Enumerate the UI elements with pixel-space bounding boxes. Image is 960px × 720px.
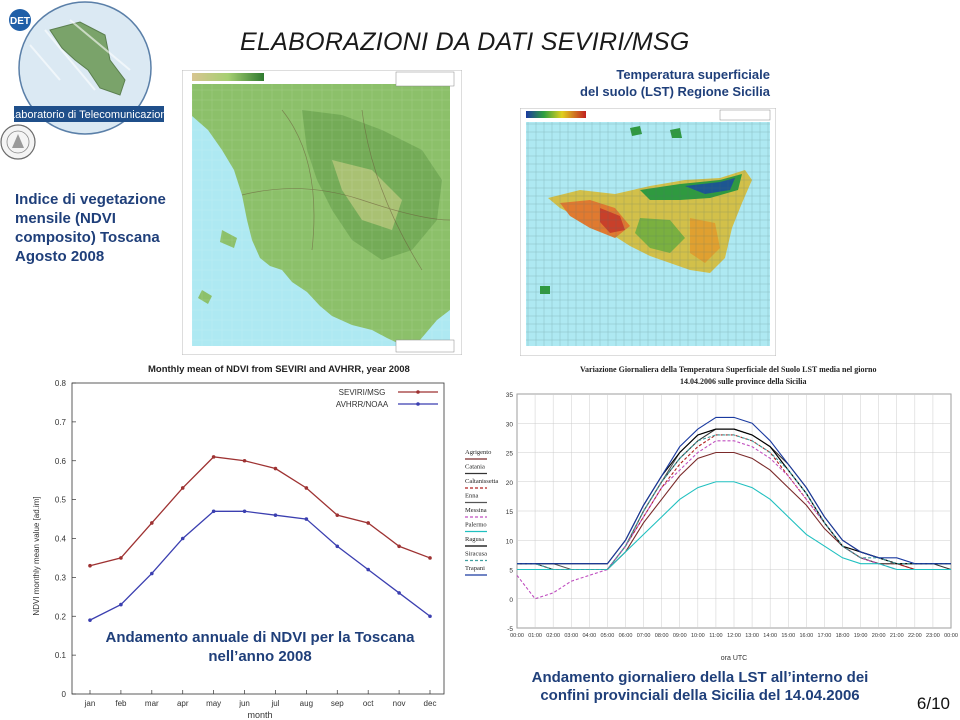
lst-xtick-label: 13:00 (745, 633, 759, 639)
page-number: 6/10 (916, 694, 950, 713)
ndvi-xtick-label: apr (176, 699, 189, 708)
ndvi-data-point (274, 467, 278, 471)
daily-caption-line-1: Andamento giornaliero della LST all’interno dei (531, 669, 869, 686)
annual-caption-line-2: nell’anno 2008 (208, 648, 312, 665)
ndvi-data-point (243, 459, 247, 463)
lst-ytick-label: 10 (505, 538, 513, 546)
lst-xtick-label: 11:00 (709, 633, 723, 639)
lst-legend-label: Palermo (465, 521, 487, 529)
lst-xtick-label: 22:00 (907, 633, 922, 639)
ndvi-ytick-label: 0.2 (54, 612, 66, 622)
lst-xtick-label: 18:00 (835, 633, 850, 639)
university-seal (1, 125, 35, 159)
ndvi-data-point (305, 517, 309, 521)
ndvi-data-point (181, 486, 185, 490)
lst-ytick-label: 15 (505, 509, 513, 516)
lst-daily-chart (455, 362, 960, 662)
logo-det-text: DET (10, 16, 30, 27)
lst-xtick-label: 20:00 (871, 633, 886, 639)
lst-xtick-label: 01:00 (528, 633, 542, 639)
ndvi-data-point (181, 537, 185, 541)
lst-xtick-label: 14:00 (763, 633, 778, 639)
ndvi-toscana-map (182, 70, 462, 355)
ndvi-xtick-label: oct (362, 699, 374, 708)
lst-xtick-label: 09:00 (672, 633, 687, 639)
lst-ytick-label: 35 (505, 392, 513, 399)
ndvi-legend-marker (416, 390, 420, 394)
lst-xtick-label: 00:00 (944, 633, 958, 639)
ndvi-ytick-label: 0.4 (54, 534, 66, 544)
lst-legend-label: Caltanissetta (465, 478, 499, 485)
lst-xtick-label: 03:00 (564, 633, 579, 639)
ndvi-legend-label: AVHRR/NOAA (335, 400, 389, 409)
ndvi-chart-title: Monthly mean of NDVI from SEVIRI and AVHRR, year 2008 (148, 364, 410, 375)
ndvi-data-point (428, 614, 432, 618)
ndvi-legend-label: SEVIRI/MSG (338, 388, 386, 397)
lst-chart-title-1: Variazione Giornaliera della Temperatura Superficiale del Suolo LST media nel giorno (580, 365, 877, 374)
ndvi-data-point (88, 564, 92, 568)
daily-chart-caption (495, 669, 905, 705)
lst-sicilia-map (520, 108, 776, 356)
ndvi-chart-xlabel: month (247, 710, 273, 720)
lst-ytick-label: 25 (505, 450, 513, 458)
lab-logo (0, 0, 180, 170)
lst-legend-label: Trapani (465, 565, 485, 572)
lst-legend-label: Enna (465, 492, 479, 500)
lst-xtick-label: 08:00 (654, 633, 669, 639)
lst-color-scale (526, 111, 586, 118)
ndvi-xtick-label: jun (239, 699, 250, 708)
daily-caption-line-2: confini provinciali della Sicilia del 14.04.2006 (540, 687, 860, 704)
lst-xtick-label: 00:00 (510, 633, 524, 639)
ndvi-caption-line-3: composito) Toscana (15, 229, 160, 246)
ndvi-xtick-label: nov (392, 699, 406, 708)
ndvi-data-point (150, 521, 154, 525)
lst-xtick-label: 07:00 (636, 633, 651, 639)
ndvi-data-point (150, 572, 154, 576)
ndvi-xtick-label: jan (84, 699, 96, 708)
ndvi-data-point (335, 544, 339, 548)
lst-legend (465, 449, 498, 575)
ndvi-ytick-label: 0 (61, 690, 66, 699)
lst-legend-label: Catania (465, 463, 485, 471)
lst-chart-xlabel: ora UTC (720, 655, 748, 662)
slide-title: ELABORAZIONI DA DATI SEVIRI/MSG (240, 28, 690, 56)
map-legend-box (396, 72, 454, 86)
ndvi-xtick-label: may (206, 699, 222, 708)
ndvi-data-point (428, 556, 432, 560)
ndvi-data-point (397, 544, 401, 548)
lst-legend-label: Ragusa (465, 536, 485, 543)
ndvi-data-point (212, 509, 216, 513)
lst-xtick-label: 19:00 (853, 633, 868, 639)
lst-ytick-label: -5 (507, 626, 513, 633)
lst-xtick-label: 02:00 (546, 633, 561, 639)
ndvi-caption-line-1: Indice di vegetazione (15, 191, 166, 208)
lst-xtick-label: 05:00 (600, 633, 615, 639)
ndvi-ytick-label: 0.3 (54, 573, 66, 583)
ndvi-data-point (397, 591, 401, 595)
ndvi-xtick-label: feb (115, 699, 127, 708)
ndvi-ytick-label: 0.8 (54, 379, 66, 388)
ndvi-ytick-label: 0.6 (54, 456, 66, 466)
ndvi-xtick-label: jul (271, 699, 280, 708)
ndvi-map-caption (15, 190, 185, 266)
ndvi-caption-line-4: Agosto 2008 (15, 248, 105, 265)
ndvi-chart-ylabel: NDVI monthly mean value [ad.im] (32, 496, 41, 616)
ndvi-data-point (119, 556, 123, 560)
ndvi-color-scale (192, 73, 264, 81)
ndvi-data-point (305, 486, 309, 490)
lst-legend-label: Messina (465, 507, 487, 514)
ndvi-data-point (119, 603, 123, 607)
logo-name: Laboratorio di Telecomunicazioni (8, 109, 170, 121)
ndvi-ytick-label: 0.7 (54, 417, 66, 427)
lst-map-caption (520, 66, 770, 100)
ndvi-data-point (212, 455, 216, 459)
ndvi-xtick-label: mar (144, 699, 159, 708)
lst-xtick-label: 06:00 (618, 633, 633, 639)
lst-ytick-label: 20 (505, 479, 513, 487)
lst-xtick-label: 15:00 (781, 633, 796, 639)
lst-legend-label: Siracusa (465, 550, 488, 558)
lst-xtick-label: 17:00 (817, 633, 832, 639)
lst-xtick-label: 12:00 (727, 633, 741, 639)
lst-caption-line-1: Temperatura superficiale (616, 67, 770, 82)
ndvi-data-point (366, 568, 370, 572)
ndvi-ytick-label: 0.5 (54, 495, 66, 505)
annual-caption-line-1: Andamento annuale di NDVI per la Toscana (105, 629, 415, 646)
lst-legend-label: Agrigento (465, 449, 492, 456)
ndvi-xtick-label: aug (299, 699, 314, 708)
ndvi-xtick-label: sep (330, 699, 344, 708)
ndvi-data-point (366, 521, 370, 525)
annual-chart-caption (70, 628, 450, 666)
ndvi-data-point (274, 513, 278, 517)
ndvi-legend-marker (416, 402, 420, 406)
lst-ytick-label: 30 (505, 421, 513, 429)
lst-xtick-label: 21:00 (889, 633, 904, 639)
lst-xtick-label: 10:00 (690, 633, 705, 639)
lst-caption-line-2: del suolo (LST) Regione Sicilia (580, 84, 770, 99)
lst-ytick-label: 5 (509, 567, 513, 575)
lst-chart-title-2: 14.04.2006 sulle province della Sicilia (680, 377, 807, 386)
lst-xtick-label: 23:00 (926, 633, 940, 639)
ndvi-caption-line-2: mensile (NDVI (15, 210, 116, 227)
ndvi-data-point (88, 618, 92, 622)
ndvi-xtick-label: dec (423, 699, 437, 708)
ndvi-ytick-label: 0.1 (54, 651, 66, 661)
lst-xtick-label: 16:00 (799, 633, 814, 639)
logo-badge (9, 9, 31, 31)
lst-ytick-label: 0 (509, 596, 513, 604)
ndvi-data-point (335, 513, 339, 517)
ndvi-data-point (243, 509, 247, 513)
lst-xtick-label: 04:00 (582, 633, 597, 639)
